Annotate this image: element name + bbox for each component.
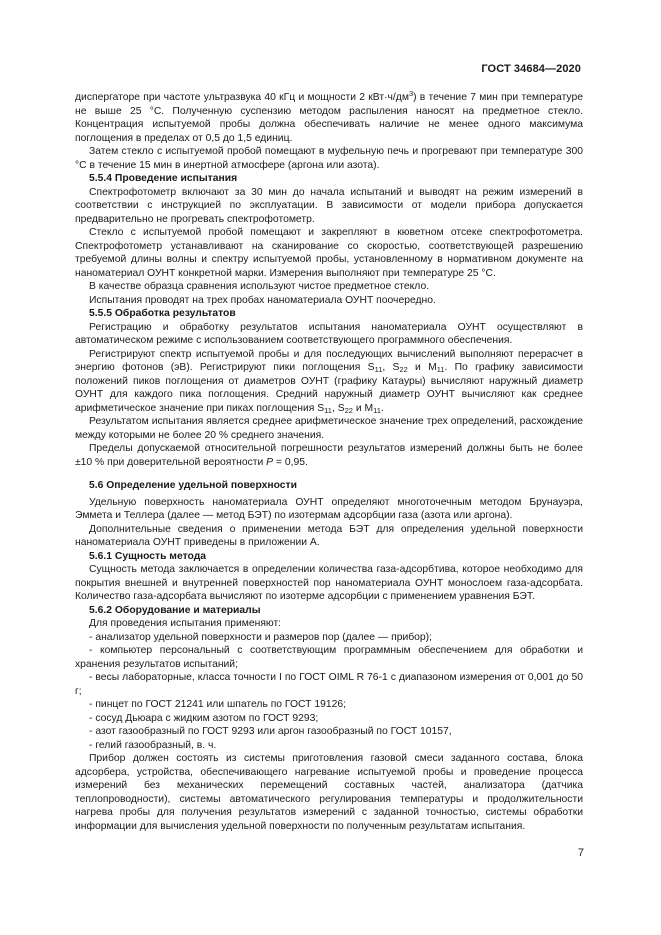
heading-5-6: 5.6 Определение удельной поверхности (89, 480, 297, 491)
list-item: - азот газообразный по ГОСТ 9293 или аргон газообразный по ГОСТ 10157, (89, 726, 452, 737)
paragraph-equipment-intro: Для проведения испытания применяют: (89, 618, 282, 629)
page-body (75, 91, 583, 833)
document-code-header: ГОСТ 34684—2020 (481, 63, 581, 75)
paragraph-sample-placement: Стекло с испытуемой пробой помещают и закрепляют в кюветном отсеке спектрофотометра. Спектрофотометр устанавливают на сканирование со скоростью, соответствующей разрешению требуемой длины волны и спектру испытуемой пробы, установленному в нормативном документе на наноматериал ОУНТ конкретной марки. Измерения выполняют при температуре 25 °С. (75, 227, 583, 279)
paragraph-method-essence: Сущность метода заключается в определении количества газа-адсорбтива, которое необходимо для покрытия внешней и внутренней поверхностей пор наноматериала ОУНТ монослоем газа-адсорбата. Количество газа-адсорбата вычисляют по изотерме адсорбции с применением уравнения БЭТ. (75, 564, 583, 602)
paragraph-appendix-reference: Дополнительные сведения о применении метода БЭТ для определения удельной поверхности наноматериала ОУНТ приведены в приложении А. (75, 523, 583, 548)
paragraph-absorption-peaks: Регистрируют спектр испытуемой пробы и для последующих вычислений выполняют перерасчет в энергию фотонов (эВ). Регистрируют пики поглощения $S_{11}$, $S_{22}$ и $M_{11}$. По графику зависимости положений пиков поглощения от диаметров ОУНТ (графику Катауры) вычисляют наружный диаметр ОУНТ для каждого пика поглощения. Средний наружный диаметр ОУНТ вычисляют как среднее арифметическое значение при пиках поглощения $S_{11}$, $S_{22}$ и $M_{11}$. (75, 348, 583, 415)
paragraph-furnace: Затем стекло с испытуемой пробой помещают в муфельную печь и прогревают при температуре 300 °С в течение 15 мин в инертной атмосфере (аргона или азота). (75, 146, 583, 171)
list-item: - весы лабораторные, класса точности I по ГОСТ OIML R 76-1 с диапазоном измерения от 0,001 до 50 г; (75, 672, 583, 697)
list-item: - пинцет по ГОСТ 21241 или шпатель по ГОСТ 19126; (89, 699, 346, 710)
paragraph-bet-method: Удельную поверхность наноматериала ОУНТ определяют многоточечным методом Брунауэра, Эммета и Теллера (далее — метод БЭТ) по изотермам адсорбции газа (азота или аргона). (75, 496, 583, 521)
heading-5-5-4: 5.5.4 Проведение испытания (89, 173, 238, 184)
list-item: - компьютер персональный с соответствующим программным обеспечением для обработки и хранения результатов испытаний; (75, 645, 583, 670)
list-item: - анализатор удельной поверхности и размеров пор (далее — прибор); (89, 631, 432, 643)
list-item: - гелий газообразный, в. ч. (89, 739, 217, 751)
heading-5-5-5: 5.5.5 Обработка результатов (89, 308, 236, 319)
heading-5-6-1: 5.6.1 Сущность метода (89, 550, 207, 562)
paragraph-error-limits: Пределы допускаемой относительной погрешности результатов измерений должны быть не более ±10 % при доверительной вероятности P = 0,95. (75, 443, 583, 468)
list-item: - сосуд Дьюара с жидким азотом по ГОСТ 9293; (89, 712, 319, 724)
paragraph-spectrophotometer-warmup: Спектрофотометр включают за 30 мин до начала испытаний и выводят на режим измерений в соответствии с инструкцией по эксплуатации. В зависимости от модели прибора допускается предварительно не прогревать спектрофотометр. (75, 186, 583, 225)
paragraph-result-definition: Результатом испытания является среднее арифметическое значение трех определений, расхождение между которыми не более 20 % среднего значения. (75, 416, 583, 441)
page-number: 7 (577, 847, 584, 859)
paragraph-instrument-composition: Прибор должен состоять из системы приготовления газовой смеси заданного состава, блока адсорбера, устройства, обеспечивающего нагревание испытуемой пробы и проведение процесса измерений без механических перемещений составных частей, анализатора (датчика теплопроводности), системы автоматического регулирования температуры и продолжительности нагрева пробы для получения результатов измерений с заданной точностью, системы обработки информации для вычисления удельной поверхности по полученным результатам испытания. (75, 753, 583, 832)
paragraph-registration: Регистрацию и обработку результатов испытания наноматериала ОУНТ осуществляют в автоматическом режиме с использованием соответствующего программного обеспечения. (75, 321, 583, 346)
paragraph-reference-sample: В качестве образца сравнения используют чистое предметное стекло. (89, 281, 430, 292)
heading-5-6-2: 5.6.2 Оборудование и материалы (89, 604, 261, 616)
paragraph-three-samples: Испытания проводят на трех пробах наноматериала ОУНТ поочередно. (89, 294, 436, 306)
paragraph-dispersion: диспергаторе при частоте ультразвука 40 кГц и мощности 2 $кВт\cdot ч/дм^3$) в течение 7 мин при температуре не выше 25 °С. Полученную суспензию методом распыления наносят на предметное стекло. Концентрация испытуемой пробы должна обеспечивать наличие не менее одного максимума поглощения в пределах от 0,5 до 1,5 единиц. (75, 89, 583, 144)
